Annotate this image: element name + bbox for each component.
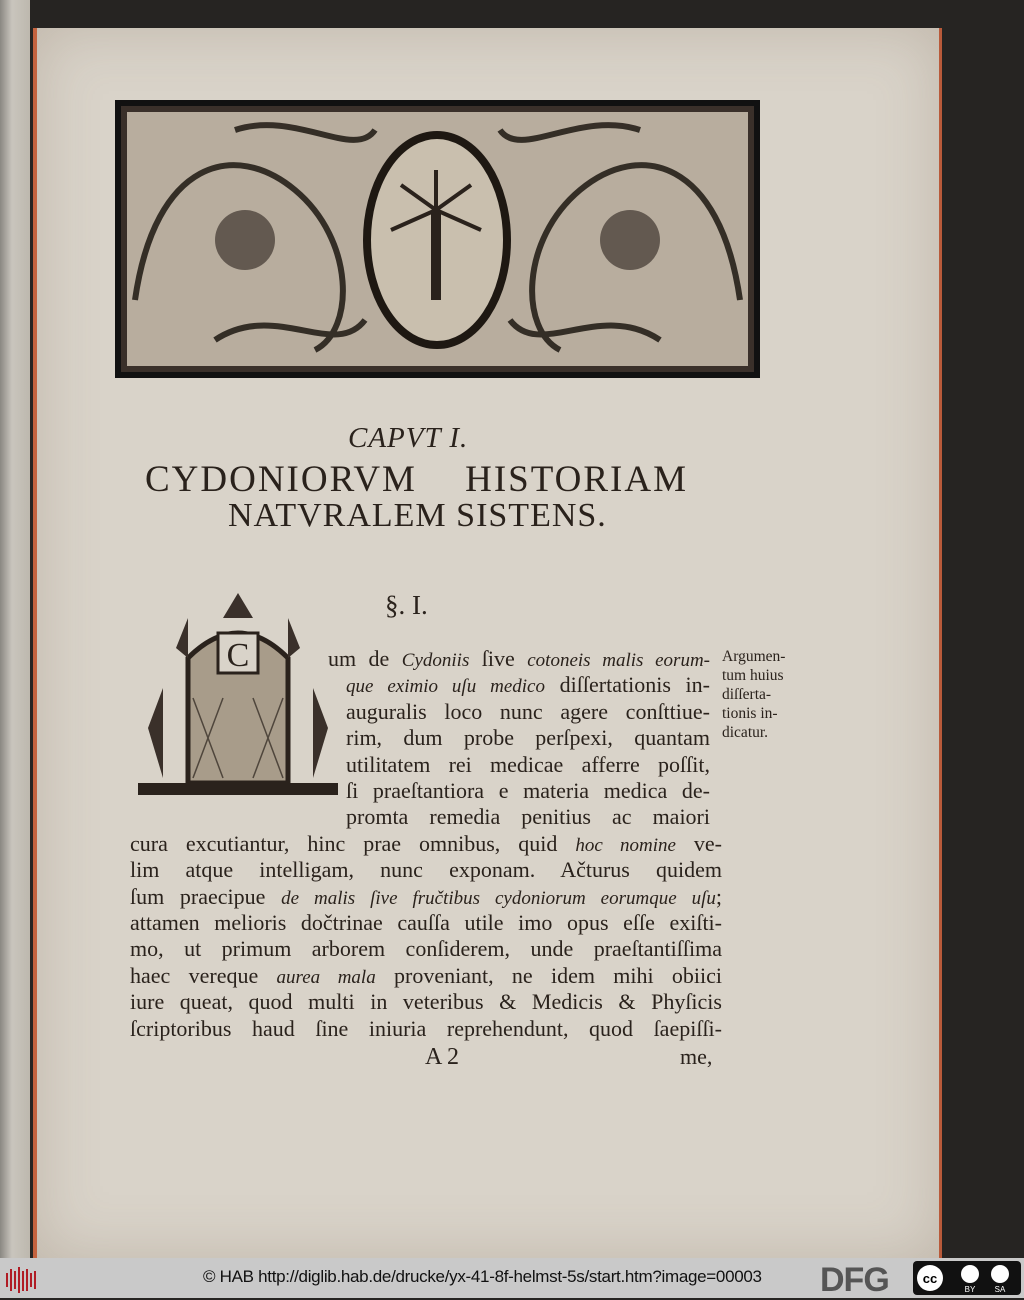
text-span: cura excutiantur, hinc prae omnibus, quid <box>130 830 576 856</box>
previous-page-edge <box>0 0 30 1258</box>
italic-text: cotoneis malis eorum- <box>527 650 710 671</box>
text-span: ſi praeſtantiora e materia medica de- <box>346 778 710 803</box>
chapter-title-line-1: CYDONIORVM HISTORIAM <box>145 459 688 500</box>
text-line <box>346 672 710 698</box>
italic-text: de malis ſive fručtibus cydoniorum eorumque uſu <box>281 887 716 909</box>
text-line <box>346 752 710 778</box>
italic-text: que eximio uſu medico <box>346 676 545 698</box>
catchword: me, <box>680 1044 713 1069</box>
text-line <box>130 884 722 910</box>
text-span: ſcriptoribus haud ſine iniuria reprehendunt, quod ſaepiſſi- <box>130 1015 722 1041</box>
signature-mark: A 2 <box>425 1044 460 1070</box>
chapter-number: CAPVT I. <box>348 422 469 454</box>
text-line <box>346 725 710 751</box>
text-span: rim, dum probe perſpexi, quantam <box>346 725 710 751</box>
margin-note-line: Argumen- <box>722 648 786 665</box>
copyright-url[interactable]: © HAB http://diglib.hab.de/drucke/yx-41-8f-helmst-5s/start.htm?image=00003 <box>203 1267 762 1286</box>
text-line <box>130 910 722 936</box>
chapter-title-line-2: NATVRALEM SISTENS. <box>228 497 607 534</box>
text-span: promta remedia penitius ac maiori <box>346 804 710 830</box>
text-line <box>346 804 710 830</box>
text-span: ve- <box>675 830 723 856</box>
margin-note-line: tionis in- <box>722 705 778 722</box>
italic-text: Cydoniis <box>401 650 470 671</box>
text-line <box>130 831 722 857</box>
text-span: um de <box>328 646 402 671</box>
text-span: ; <box>715 883 722 909</box>
text-span: iure queat, quod multi in veteribus & Medicis & Phyſicis <box>130 989 722 1015</box>
text-line <box>130 989 722 1015</box>
text-span: auguralis loco nunc agere conſttiue- <box>346 698 710 724</box>
svg-text:BY: BY <box>964 1285 976 1294</box>
decorated-initial-ornament <box>128 578 348 803</box>
text-span: ſive <box>469 646 528 671</box>
footer-bar <box>0 1258 1024 1298</box>
text-line <box>130 936 722 962</box>
woodcut-headpiece-ornament <box>115 100 760 378</box>
text-line <box>130 963 722 989</box>
text-span: diſſertationis in- <box>545 672 710 698</box>
italic-text: aurea mala <box>276 966 376 988</box>
svg-text:cc: cc <box>922 1271 938 1286</box>
cc-by-sa-license-icon[interactable] <box>913 1261 1021 1295</box>
svg-text:SA: SA <box>994 1285 1006 1294</box>
margin-note-line: diſſerta- <box>722 686 772 703</box>
text-line <box>130 857 722 883</box>
text-line <box>346 778 710 804</box>
text-span: mo, ut primum arborem conſiderem, unde praeſtantiſſima <box>130 936 722 962</box>
margin-note-line: dicatur. <box>722 724 769 741</box>
initial-letter: C <box>226 637 250 674</box>
text-span: ſum praecipue <box>130 883 282 909</box>
text-span: attamen melioris dočtrinae cauſſa utile imo opus eſſe exiſti- <box>130 910 722 935</box>
text-line <box>130 1016 722 1042</box>
text-span: utilitatem rei medicae afferre poſſit, <box>346 751 710 777</box>
margin-note-line: tum huius <box>722 667 784 684</box>
italic-text: hoc nomine <box>575 834 676 856</box>
text-line <box>346 699 710 725</box>
section-mark: §. I. <box>385 590 428 620</box>
text-span: proveniant, ne idem mihi obiici <box>375 962 723 988</box>
hab-logo-icon <box>5 1265 39 1293</box>
text-span: lim atque intelligam, nunc exponam. Ačturus quidem <box>130 857 722 883</box>
dfg-logo: DFG <box>820 1261 889 1299</box>
text-span: haec vereque <box>130 962 277 988</box>
text-line <box>328 646 710 672</box>
